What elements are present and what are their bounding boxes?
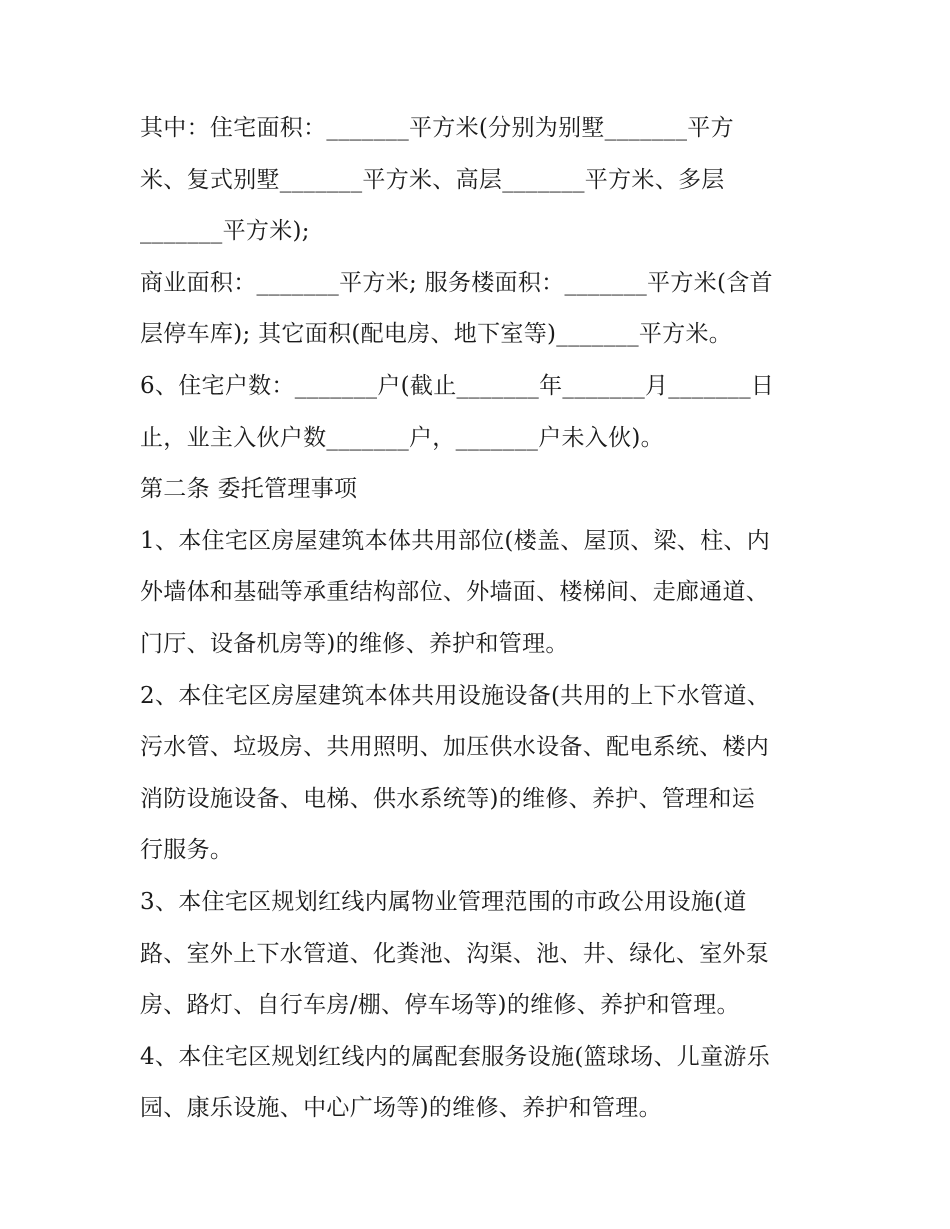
- text-line: 行服务。: [140, 837, 234, 864]
- text-line: 3、本住宅区规划红线内属物业管理范围的市政公用设施(道: [140, 888, 747, 915]
- text-line: 商业面积：_______平方米; 服务楼面积：_______平方米(含首: [140, 269, 773, 296]
- text-line: 房、路灯、自行车房/棚、停车场等)的维修、养护和管理。: [140, 992, 740, 1019]
- text-line: 园、康乐设施、中心广场等)的维修、养护和管理。: [140, 1095, 662, 1122]
- text-line: 层停车库); 其它面积(配电房、地下室等)_______平方米。: [140, 321, 733, 348]
- text-line: 消防设施设备、电梯、供水系统等)的维修、养护、管理和运: [140, 785, 756, 812]
- document-body: [140, 103, 820, 1135]
- text-line: 米、复式别墅_______平方米、高层_______平方米、多层: [140, 166, 725, 193]
- text-line: 4、本住宅区规划红线内的属配套服务设施(篮球场、儿童游乐: [140, 1043, 771, 1070]
- text-line: 2、本住宅区房屋建筑本体共用设施设备(共用的上下水管道、: [140, 682, 771, 709]
- text-line: 门厅、设备机房等)的维修、养护和管理。: [140, 630, 569, 657]
- text-line: 外墙体和基础等承重结构部位、外墙面、楼梯间、走廊通道、: [140, 579, 770, 606]
- text-line: 止，业主入伙户数_______户，_______户未入伙)。: [140, 424, 664, 451]
- section-heading: 第二条 委托管理事项: [140, 476, 358, 503]
- text-line: _______平方米);: [140, 218, 310, 245]
- text-line: 1、本住宅区房屋建筑本体共用部位(楼盖、屋顶、梁、柱、内: [140, 527, 771, 554]
- text-line: 污水管、垃圾房、共用照明、加压供水设备、配电系统、楼内: [140, 734, 770, 761]
- text-line: 其中：住宅面积：_______平方米(分别为别墅_______平方: [140, 115, 734, 141]
- text-line: 路、室外上下水管道、化粪池、沟渠、池、井、绿化、室外泵: [140, 940, 770, 967]
- text-line: 6、住宅户数：_______户(截止_______年_______月_______日: [140, 372, 775, 399]
